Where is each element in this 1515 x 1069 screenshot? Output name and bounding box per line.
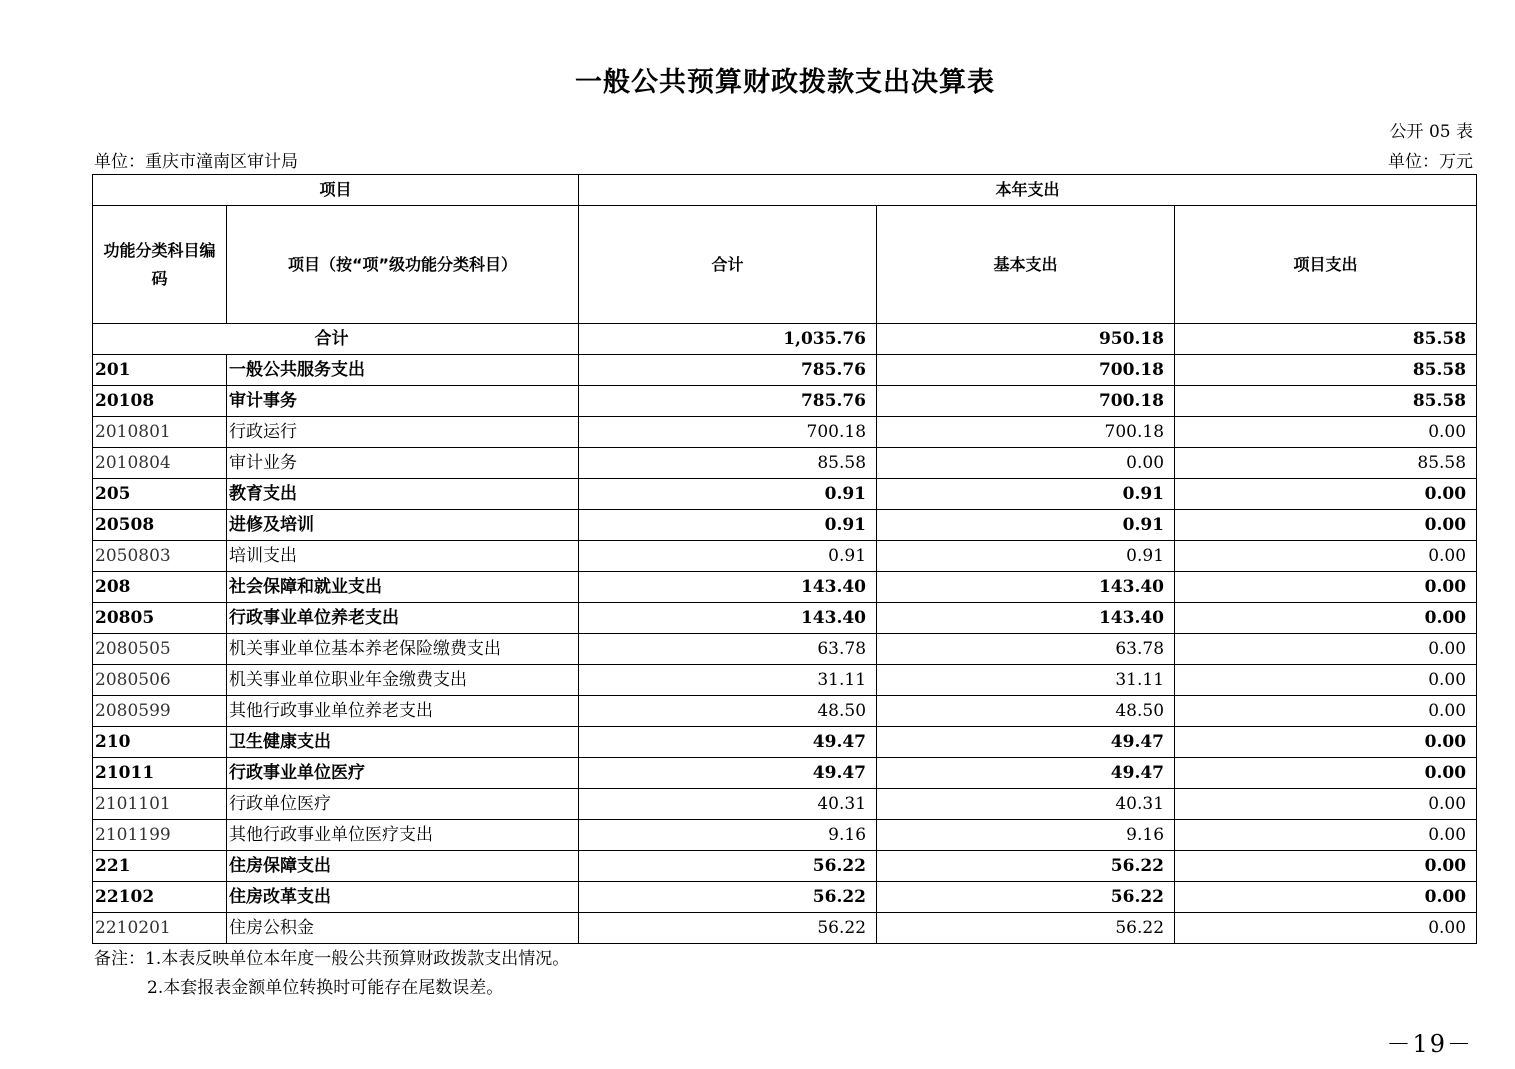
row-total: 0.91 [579,510,877,541]
table-row [93,882,1477,913]
table-row [93,634,1477,665]
header-basic: 基本支出 [877,206,1175,324]
note-2: 2.本套报表金额单位转换时可能存在尾数误差。 [147,978,504,998]
row-item-name: 进修及培训 [227,510,579,541]
table-row [93,572,1477,603]
row-total: 0.91 [579,541,877,572]
table-row [93,727,1477,758]
row-code: 221 [93,851,227,882]
row-code: 2080505 [93,634,227,665]
row-total: 56.22 [579,913,877,944]
row-total: 40.31 [579,789,877,820]
row-project: 0.00 [1175,603,1477,634]
row-total: 85.58 [579,448,877,479]
row-code: 2080506 [93,665,227,696]
table-row [93,386,1477,417]
page-title: 一般公共预算财政拨款支出决算表 [575,67,995,98]
table-row [93,820,1477,851]
row-basic: 56.22 [877,882,1175,913]
row-total: 56.22 [579,882,877,913]
row-code: 21011 [93,758,227,789]
row-item-name: 行政运行 [227,417,579,448]
table-row [93,448,1477,479]
row-basic: 63.78 [877,634,1175,665]
row-basic: 0.91 [877,479,1175,510]
row-project: 0.00 [1175,541,1477,572]
row-item-name: 审计事务 [227,386,579,417]
table-row [93,789,1477,820]
row-item-name: 行政单位医疗 [227,789,579,820]
row-basic: 56.22 [877,851,1175,882]
row-item-name: 社会保障和就业支出 [227,572,579,603]
row-total: 785.76 [579,386,877,417]
header-total: 合计 [579,206,877,324]
row-total: 48.50 [579,696,877,727]
row-basic: 700.18 [877,417,1175,448]
row-item-name: 培训支出 [227,541,579,572]
row-item-name: 行政事业单位养老支出 [227,603,579,634]
row-basic: 0.91 [877,510,1175,541]
row-project: 0.00 [1175,913,1477,944]
note-1: 备注：1.本表反映单位本年度一般公共预算财政拨款支出情况。 [94,949,570,969]
table-row [93,417,1477,448]
row-project: 0.00 [1175,479,1477,510]
total-basic: 950.18 [877,324,1175,355]
row-project: 0.00 [1175,851,1477,882]
row-project: 0.00 [1175,789,1477,820]
row-code: 2050803 [93,541,227,572]
header-project: 项目 [93,175,579,206]
row-code: 22102 [93,882,227,913]
header-code: 功能分类科目编码 [93,206,227,324]
row-total: 56.22 [579,851,877,882]
expenditure-table [92,174,1477,944]
row-basic: 9.16 [877,820,1175,851]
row-basic: 48.50 [877,696,1175,727]
row-total: 9.16 [579,820,877,851]
row-item-name: 教育支出 [227,479,579,510]
row-code: 2080599 [93,696,227,727]
row-total: 143.40 [579,603,877,634]
row-project: 85.58 [1175,386,1477,417]
row-item-name: 一般公共服务支出 [227,355,579,386]
row-total: 49.47 [579,758,877,789]
header-project-expenditure: 项目支出 [1175,206,1477,324]
row-total: 785.76 [579,355,877,386]
row-project: 0.00 [1175,572,1477,603]
row-code: 20805 [93,603,227,634]
unit-organization: 单位：重庆市潼南区审计局 [94,152,298,172]
row-item-name: 其他行政事业单位医疗支出 [227,820,579,851]
header-row-group [93,175,1477,206]
row-basic: 700.18 [877,386,1175,417]
row-total: 49.47 [579,727,877,758]
row-code: 208 [93,572,227,603]
row-project: 0.00 [1175,634,1477,665]
row-project: 0.00 [1175,758,1477,789]
row-project: 85.58 [1175,448,1477,479]
unit-currency: 单位：万元 [1388,152,1473,172]
row-item-name: 其他行政事业单位养老支出 [227,696,579,727]
row-basic: 700.18 [877,355,1175,386]
row-item-name: 行政事业单位医疗 [227,758,579,789]
row-basic: 0.00 [877,448,1175,479]
row-total: 700.18 [579,417,877,448]
row-project: 85.58 [1175,355,1477,386]
row-code: 201 [93,355,227,386]
table-row [93,479,1477,510]
table-row [93,696,1477,727]
row-code: 2101199 [93,820,227,851]
row-item-name: 住房改革支出 [227,882,579,913]
row-project: 0.00 [1175,510,1477,541]
row-code: 20508 [93,510,227,541]
row-project: 0.00 [1175,727,1477,758]
row-total: 143.40 [579,572,877,603]
row-code: 2210201 [93,913,227,944]
row-code: 2010801 [93,417,227,448]
row-item-name: 机关事业单位职业年金缴费支出 [227,665,579,696]
row-total: 0.91 [579,479,877,510]
row-item-name: 住房保障支出 [227,851,579,882]
table-row [93,510,1477,541]
row-project: 0.00 [1175,820,1477,851]
total-row [93,324,1477,355]
row-basic: 40.31 [877,789,1175,820]
row-code: 20108 [93,386,227,417]
row-basic: 31.11 [877,665,1175,696]
row-basic: 143.40 [877,603,1175,634]
row-basic: 49.47 [877,727,1175,758]
row-item-name: 住房公积金 [227,913,579,944]
table-row [93,665,1477,696]
total-project: 85.58 [1175,324,1477,355]
row-project: 0.00 [1175,882,1477,913]
form-number: 公开 05 表 [1389,122,1473,142]
row-project: 0.00 [1175,417,1477,448]
row-basic: 56.22 [877,913,1175,944]
row-item-name: 审计业务 [227,448,579,479]
row-basic: 0.91 [877,541,1175,572]
row-total: 31.11 [579,665,877,696]
row-project: 0.00 [1175,696,1477,727]
row-project: 0.00 [1175,665,1477,696]
table-row [93,355,1477,386]
row-code: 2010804 [93,448,227,479]
total-label: 合计 [93,324,579,355]
page-number: －19－ [1386,1030,1473,1058]
row-item-name: 卫生健康支出 [227,727,579,758]
row-item-name: 机关事业单位基本养老保险缴费支出 [227,634,579,665]
row-total: 63.78 [579,634,877,665]
header-item: 项目（按“项”级功能分类科目） [227,206,579,324]
table-row [93,603,1477,634]
total-amount: 1,035.76 [579,324,877,355]
table-row [93,758,1477,789]
table-row [93,851,1477,882]
row-code: 205 [93,479,227,510]
header-row-columns [93,206,1477,324]
row-basic: 49.47 [877,758,1175,789]
row-basic: 143.40 [877,572,1175,603]
table-row [93,541,1477,572]
header-this-year: 本年支出 [579,175,1477,206]
row-code: 210 [93,727,227,758]
row-code: 2101101 [93,789,227,820]
table-row [93,913,1477,944]
